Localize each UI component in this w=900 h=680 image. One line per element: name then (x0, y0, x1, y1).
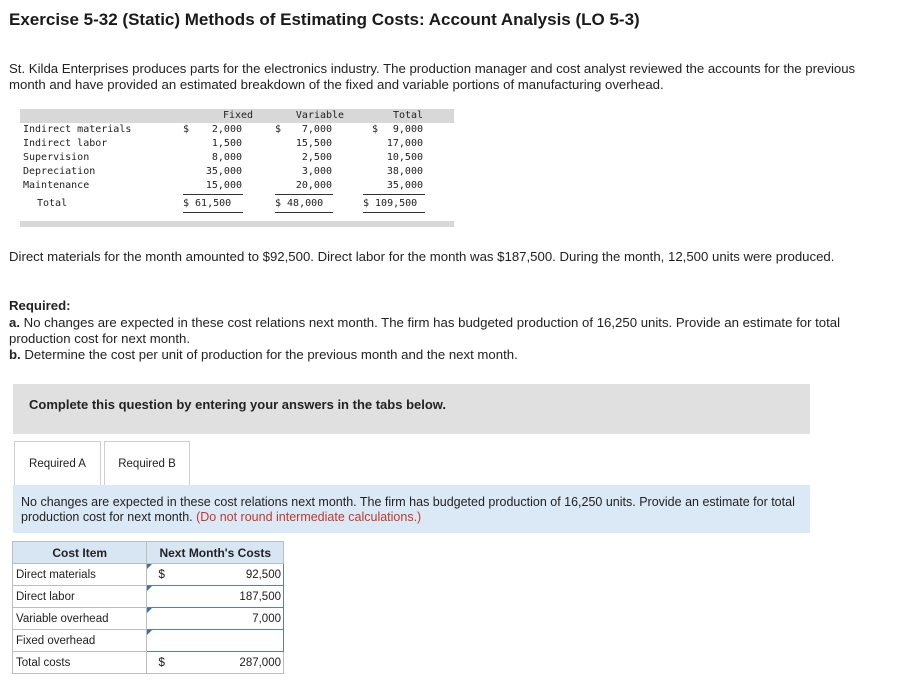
table-row (13, 586, 284, 608)
variable-value: 2,500 (301, 152, 332, 163)
input-marker-icon (147, 586, 152, 591)
total-rule (275, 212, 333, 213)
cost-item-label: Direct materials (13, 564, 147, 586)
dollar-sign: $ (158, 568, 165, 581)
required-heading: Required: (9, 298, 71, 313)
direct-labor-value[interactable]: 187,500 (165, 586, 284, 608)
variable-overhead-input[interactable] (147, 608, 165, 630)
total-value: 17,000 (386, 138, 423, 149)
cost-item-label: Variable overhead (13, 608, 147, 630)
table-footer-bar (20, 221, 454, 227)
variable-value: 15,500 (295, 138, 332, 149)
variable-value: 3,000 (301, 166, 332, 177)
total-value: 38,000 (386, 166, 423, 177)
fixed-value: 35,000 (205, 166, 242, 177)
dollar-sign: $ (183, 124, 190, 135)
row-label: Indirect materials (23, 124, 132, 135)
answer-header-row (13, 542, 284, 564)
table-row (20, 152, 454, 166)
total-value: 35,000 (386, 180, 423, 191)
req-a-prefix: a. (9, 315, 20, 330)
variable-total: $ 48,000 (275, 198, 324, 209)
grand-total: $ 109,500 (363, 198, 418, 209)
fixed-overhead-input[interactable] (147, 630, 165, 652)
cost-item-label: Total costs (13, 652, 147, 674)
table-row (13, 652, 284, 674)
row-label: Maintenance (23, 180, 90, 191)
direct-materials-input[interactable] (147, 564, 165, 586)
direct-cost-paragraph: Direct materials for the month amounted to $92,500. Direct labor for the month was $187,500. During the month, 12,500 units were produced. (9, 249, 835, 264)
fixed-total: $ 61,500 (183, 198, 232, 209)
dollar-sign: $ (372, 124, 379, 135)
cost-item-label: Direct labor (13, 586, 147, 608)
total-value: 10,500 (386, 152, 423, 163)
table-header-row (20, 110, 454, 124)
question-text: No changes are expected in these cost relations next month. The firm has budgeted production of 16,250 units. Provide an estimate for total production cost for next month. (21, 495, 795, 524)
question-note: (Do not round intermediate calculations.) (196, 510, 422, 524)
direct-materials-value[interactable]: 92,500 (165, 564, 284, 586)
row-label: Supervision (23, 152, 90, 163)
table-row (13, 630, 284, 652)
req-a-text: No changes are expected in these cost relations next month. The firm has budgeted production of 16,250 units. Provide an estimate for total production cost for next month. (9, 315, 841, 346)
table-total-row (20, 198, 454, 212)
header-cost-item: Cost Item (13, 542, 147, 564)
input-marker-icon (147, 564, 152, 569)
dollar-sign: $ (158, 656, 165, 669)
instruction-banner (13, 384, 810, 434)
table-row (13, 564, 284, 586)
variable-value: 7,000 (301, 124, 332, 135)
row-label: Depreciation (23, 166, 96, 177)
req-b-prefix: b. (9, 347, 21, 362)
subtotal-rule (275, 194, 333, 195)
intro-paragraph: St. Kilda Enterprises produces parts for the electronics industry. The production manager and cost analyst reviewed the accounts for the previous month and have provided an estimated breakdown of the fixed and variable portions of manufacturing overhead. (9, 61, 856, 92)
cost-item-label: Fixed overhead (13, 630, 147, 652)
subtotal-rule (363, 194, 425, 195)
table-row (20, 138, 454, 152)
requirement-a (9, 315, 894, 347)
overhead-table (20, 109, 454, 227)
total-costs-dollar (147, 652, 165, 674)
tab-required-a[interactable]: Required A (14, 441, 101, 486)
table-row (20, 124, 454, 138)
banner-text: Complete this question by entering your answers in the tabs below. (29, 397, 447, 412)
total-value: 9,000 (392, 124, 423, 135)
answer-table (12, 541, 284, 674)
total-rule (363, 212, 425, 213)
total-label: Total (37, 198, 68, 209)
variable-value: 20,000 (295, 180, 332, 191)
fixed-overhead-value[interactable] (165, 630, 284, 652)
tab-required-b[interactable]: Required B (104, 441, 190, 486)
row-label: Indirect labor (23, 138, 108, 149)
total-rule (183, 212, 243, 213)
header-variable: Variable (295, 110, 345, 121)
input-marker-icon (147, 608, 152, 613)
page-title: Exercise 5-32 (Static) Methods of Estimating Costs: Account Analysis (LO 5-3) (9, 10, 640, 29)
table-row (20, 180, 454, 194)
fixed-value: 1,500 (211, 138, 242, 149)
requirement-b (9, 347, 894, 363)
header-total: Total (392, 110, 424, 121)
header-fixed: Fixed (222, 110, 254, 121)
variable-overhead-value[interactable]: 7,000 (165, 608, 284, 630)
table-row (20, 166, 454, 180)
fixed-value: 8,000 (211, 152, 242, 163)
fixed-value: 2,000 (211, 124, 242, 135)
table-row (13, 608, 284, 630)
req-b-text: Determine the cost per unit of production for the previous month and the next month. (20, 347, 518, 362)
subtotal-rule (183, 194, 243, 195)
header-next-month-costs: Next Month's Costs (147, 542, 284, 564)
direct-labor-input[interactable] (147, 586, 165, 608)
input-marker-icon (147, 630, 152, 635)
question-panel (13, 485, 810, 533)
fixed-value: 15,000 (205, 180, 242, 191)
dollar-sign: $ (275, 124, 282, 135)
total-costs-value: 287,000 (165, 652, 284, 674)
